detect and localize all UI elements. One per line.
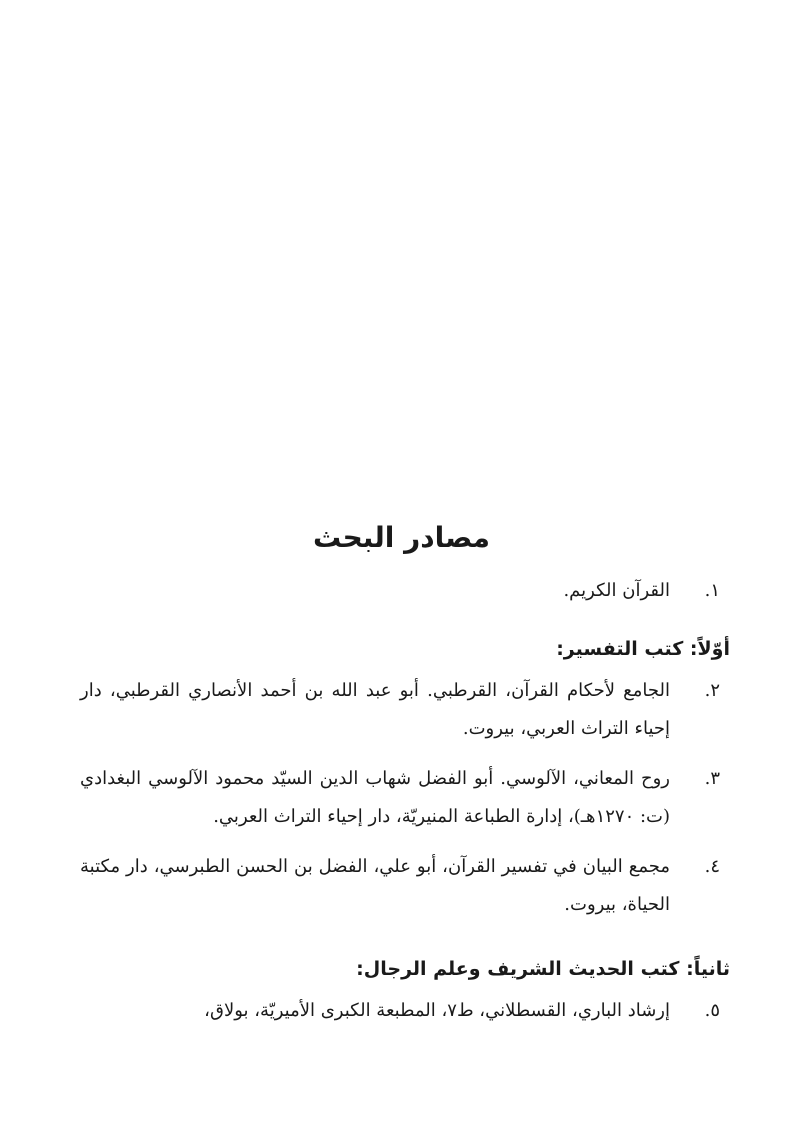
section-heading-tafsir: أوّلاً: كتب التفسير: xyxy=(556,638,730,660)
entry-text: إرشاد الباري، القسطلاني، ط٧، المطبعة الكبرى الأميريّة، بولاق، xyxy=(204,1000,670,1021)
entry-number: ٥. xyxy=(704,1000,720,1021)
bibliography xyxy=(80,572,730,1042)
bibliography-entry xyxy=(80,848,720,924)
entry-text: الجامع لأحكام القرآن، القرطبي. أبو عبد الله بن أحمد الأنصاري القرطبي، دار إحياء التراث العربي، بيروت. xyxy=(80,680,670,739)
entry-number: ١. xyxy=(704,580,720,601)
bibliography-entry xyxy=(80,760,720,836)
page-title: مصادر البحث xyxy=(312,521,491,554)
entry-text: القرآن الكريم. xyxy=(563,580,670,601)
section-heading-hadith: ثانياً: كتب الحديث الشريف وعلم الرجال: xyxy=(356,958,730,980)
entry-text: روح المعاني، الآلوسي. أبو الفضل شهاب الدين السيّد محمود الآلوسي البغدادي (ت: ١٢٧٠هـ)، إدارة الطباعة المنيريّة، دار إحياء التراث العربي. xyxy=(80,768,670,827)
entry-text: مجمع البيان في تفسير القرآن، أبو علي، الفضل بن الحسن الطبرسي، دار مكتبة الحياة، بيروت. xyxy=(80,856,670,915)
entry-number: ٤. xyxy=(704,856,720,877)
entry-number: ٣. xyxy=(704,768,720,789)
bibliography-entry xyxy=(80,672,720,748)
entry-number: ٢. xyxy=(704,680,720,701)
bibliography-entry xyxy=(80,572,720,610)
bibliography-entry xyxy=(80,992,720,1030)
